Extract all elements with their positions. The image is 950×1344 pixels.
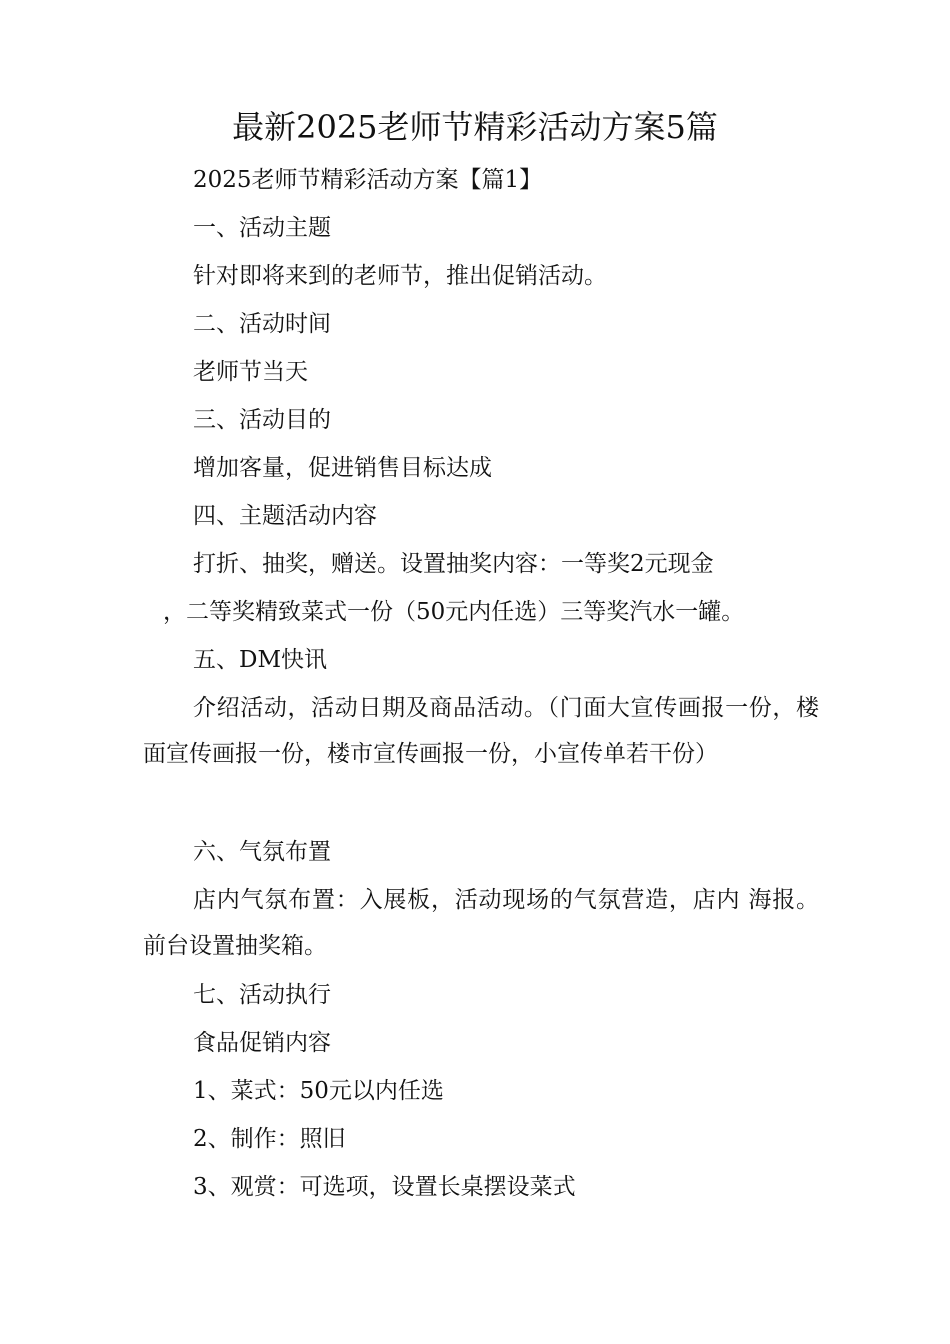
text-food-promotion: 食品促销内容 — [193, 1030, 331, 1056]
text-activity-time: 老师节当天 — [193, 359, 308, 385]
text-activity-purpose: 增加客量，促进销售目标达成 — [193, 455, 492, 481]
paragraph-dm-news: 介绍活动，活动日期及商品活动。（门面大宣传画报一份，楼面宣传画报一份，楼市宣传画报一份，小宣传单若干份） — [143, 695, 819, 767]
heading-activity-theme: 一、活动主题 — [193, 215, 331, 241]
heading-activity-purpose: 三、活动目的 — [193, 407, 331, 433]
heading-atmosphere: 六、气氛布置 — [193, 839, 331, 865]
text-activity-content-1: 打折、抽奖，赠送。设置抽奖内容：一等奖2元现金 — [193, 551, 714, 577]
list-item-production: 2、制作：照旧 — [193, 1126, 346, 1152]
text-activity-content-2: ，二等奖精致菜式一份（50元内任选）三等奖汽水一罐。 — [163, 599, 745, 625]
heading-activity-content: 四、主题活动内容 — [193, 503, 377, 529]
heading-activity-time: 二、活动时间 — [193, 311, 331, 337]
text-activity-theme: 针对即将来到的老师节，推出促销活动。 — [193, 263, 607, 289]
heading-dm-news: 五、DM快讯 — [193, 647, 327, 673]
list-item-dishes: 1、菜式：50元以内任选 — [193, 1078, 444, 1104]
section-heading-chapter-1: 2025老师节精彩活动方案【篇1】 — [193, 167, 543, 193]
document-title: 最新2025老师节精彩活动方案5篇 — [232, 108, 718, 146]
list-item-viewing: 3、观赏：可选项，设置长桌摆设菜式 — [193, 1174, 576, 1200]
heading-execution: 七、活动执行 — [193, 982, 331, 1008]
paragraph-atmosphere: 店内气氛布置：入展板，活动现场的气氛营造，店内 海报。前台设置抽奖箱。 — [143, 887, 819, 959]
